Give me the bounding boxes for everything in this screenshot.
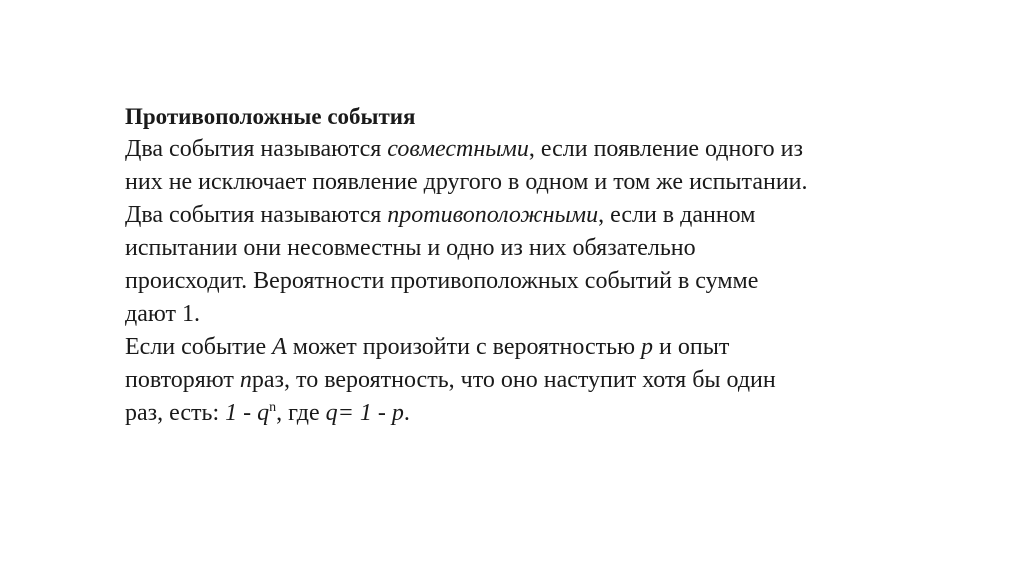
slide-text-block bbox=[125, 100, 885, 430]
text-fragment: Два события называются bbox=[125, 136, 388, 162]
probability-rule-line-1 bbox=[125, 331, 885, 364]
text-fragment: и опыт bbox=[653, 334, 730, 360]
text-fragment: , где bbox=[276, 400, 326, 426]
variable-n: n bbox=[239, 367, 252, 393]
text-fragment: раз, есть: bbox=[125, 400, 226, 426]
definition-opposite-line-3: происходит. Вероятности противоположных событий в сумме bbox=[125, 268, 759, 294]
definition-compatible-line-1 bbox=[125, 133, 885, 166]
formula-one-minus-q: 1 - q bbox=[225, 400, 270, 426]
definition-opposite-line-4: дают 1. bbox=[125, 301, 200, 327]
variable-p: p bbox=[641, 334, 654, 360]
text-fragment: Два события называются bbox=[125, 202, 388, 228]
text-fragment: раз, то вероятность, что оно наступит хотя бы один bbox=[251, 367, 776, 393]
exponent-n: n bbox=[269, 400, 277, 415]
term-compatible: совместными bbox=[387, 136, 529, 162]
variable-A: A bbox=[272, 334, 287, 360]
text-fragment: . bbox=[403, 400, 410, 426]
text-fragment: повторяют bbox=[125, 367, 240, 393]
formula-q-definition: q= 1 - p bbox=[325, 400, 404, 426]
term-opposite: противоположными bbox=[387, 202, 599, 228]
probability-rule-line-3 bbox=[125, 397, 885, 430]
text-fragment: , если появление одного из bbox=[528, 136, 803, 162]
slide-heading: Противоположные события bbox=[125, 104, 416, 129]
definition-opposite-line-2: испытании они несовместны и одно из них обязательно bbox=[125, 235, 696, 261]
probability-rule-line-2 bbox=[125, 364, 885, 397]
text-fragment: может произойти с вероятностью bbox=[286, 334, 642, 360]
text-fragment: Если событие bbox=[125, 334, 273, 360]
text-fragment: , если в данном bbox=[598, 202, 756, 228]
definition-opposite-line-1 bbox=[125, 199, 885, 232]
definition-compatible-line-2: них не исключает появление другого в одном и том же испытании. bbox=[125, 169, 808, 195]
